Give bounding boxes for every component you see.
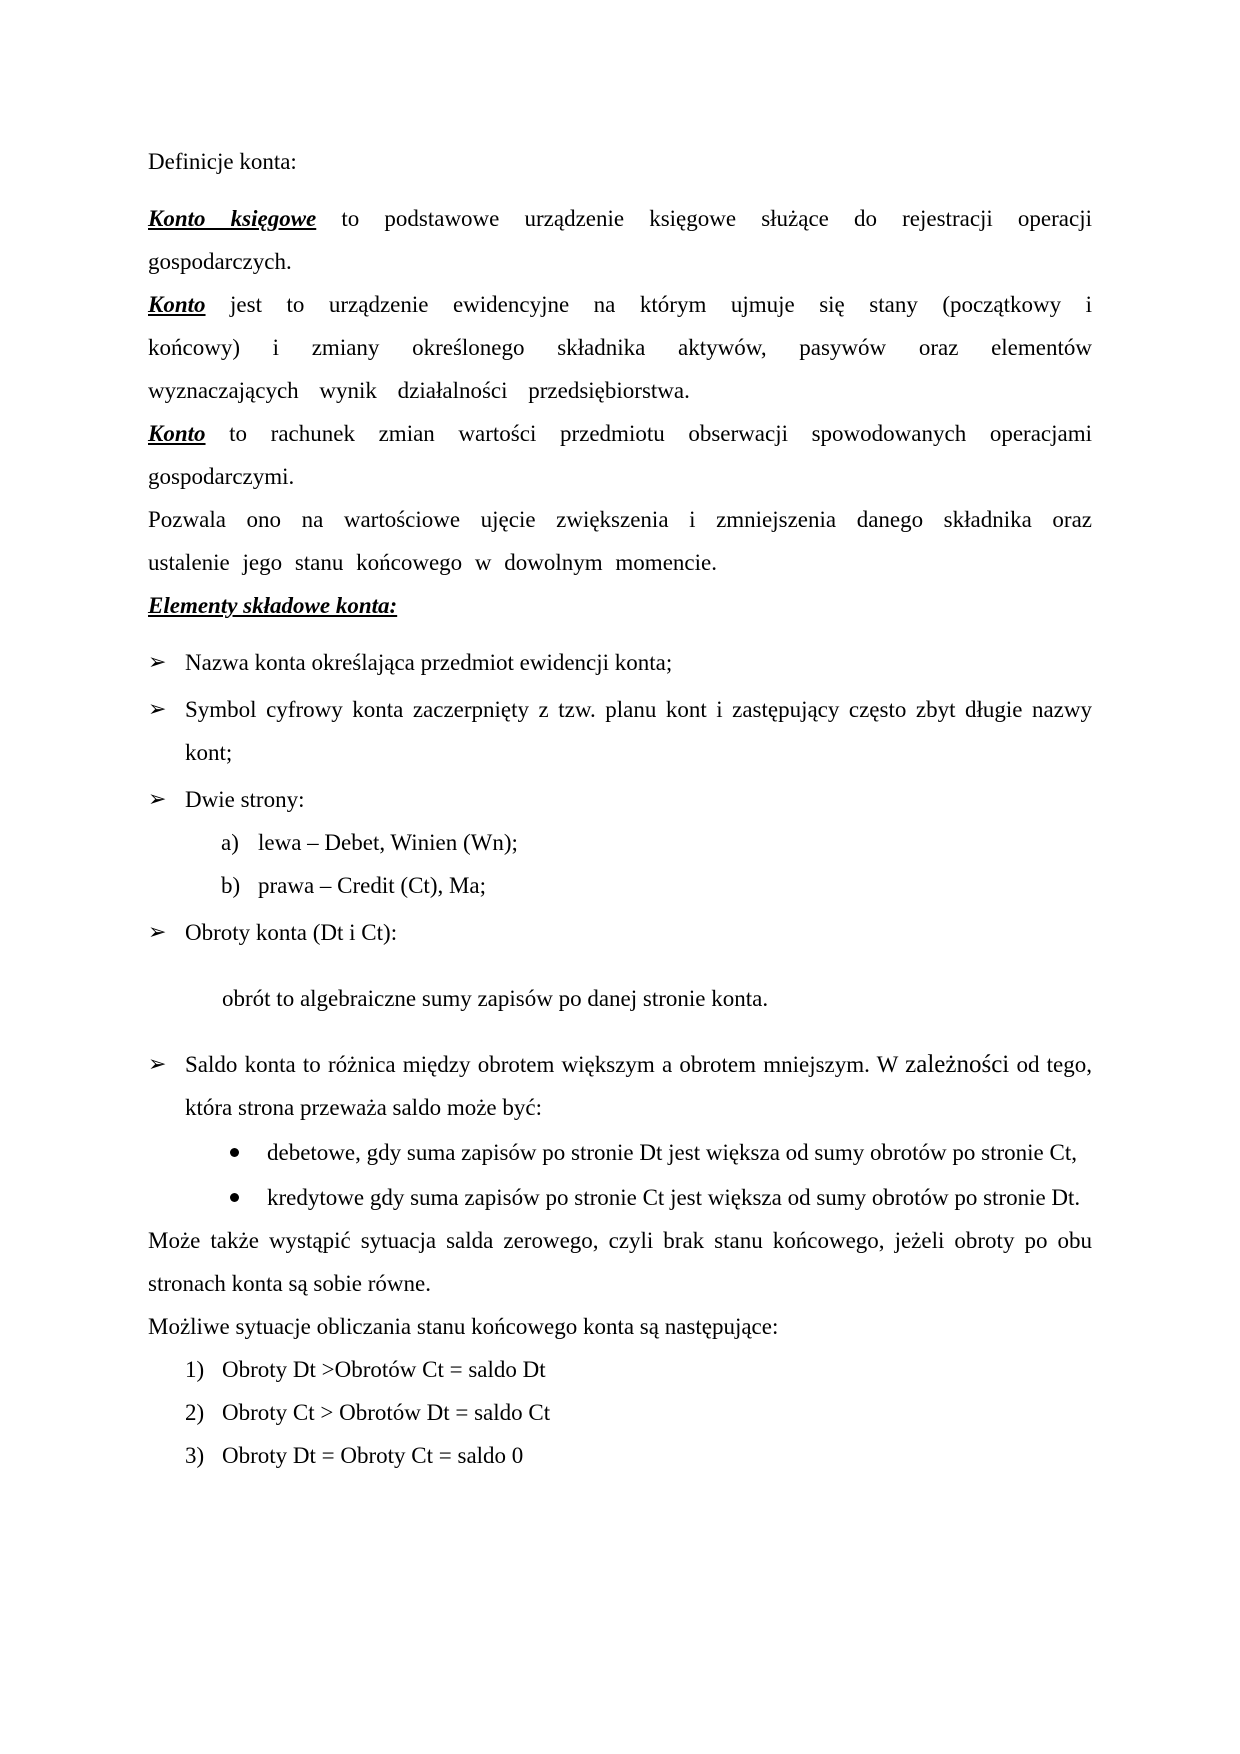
arrowhead-bullet-icon: ➢: [148, 1052, 167, 1077]
list-item: [148, 1391, 1092, 1434]
list-item: [148, 864, 1092, 907]
saldo-list: [148, 1043, 1092, 1129]
definition-note: Pozwala ono na wartościowe ujęcie zwiększenia i zmniejszenia danego składnika oraz ustalenie jego stanu końcowego w dowolnym momencie.: [148, 507, 1092, 575]
list-marker: a): [221, 830, 239, 855]
saldo-text-b: zależności: [905, 1051, 1010, 1078]
definition-term: Konto: [148, 421, 206, 446]
list-item: [148, 778, 1092, 821]
list-item: [148, 1131, 1092, 1174]
arrowhead-bullet-icon: ➢: [148, 697, 167, 722]
list-item-text: Symbol cyfrowy konta zaczerpnięty z tzw. planu kont i zastępujący często zbyt długie nazwy kont;: [185, 697, 1092, 765]
definition-1: [148, 197, 1092, 283]
list-item-text: Obroty Ct > Obrotów Dt = saldo Ct: [222, 1400, 551, 1425]
definition-term: Konto księgowe: [148, 206, 317, 231]
list-item-text: Dwie strony:: [185, 787, 305, 812]
list-item: [148, 641, 1092, 684]
list-item-text: Obroty Dt >Obrotów Ct = saldo Dt: [222, 1357, 546, 1382]
list-item: [148, 1043, 1092, 1129]
document-page: [148, 140, 1092, 1477]
elements-list-continued: [148, 911, 1092, 954]
definition-text: to podstawowe urządzenie księgowe służące do rejestracji operacji gospodarczych.: [148, 206, 1092, 274]
definition-term: Konto: [148, 292, 206, 317]
cases-intro: Możliwe sytuacje obliczania stanu końcowego konta są następujące:: [148, 1314, 779, 1339]
intro-heading: Definicje konta:: [148, 149, 297, 174]
list-item-text: prawa – Credit (Ct), Ma;: [258, 873, 487, 898]
list-item-text: kredytowe gdy suma zapisów po stronie Ct jest większa od sumy obrotów po stronie Dt.: [267, 1185, 1081, 1210]
cases-list: [148, 1348, 1092, 1477]
list-item: [148, 821, 1092, 864]
saldo-types-list: [148, 1131, 1092, 1219]
arrowhead-bullet-icon: ➢: [148, 787, 167, 812]
list-marker: 2): [185, 1400, 205, 1425]
list-item-text: lewa – Debet, Winien (Wn);: [258, 830, 518, 855]
turnover-note: obrót to algebraiczne sumy zapisów po danej stronie konta.: [222, 986, 769, 1011]
definition-text: to rachunek zmian wartości przedmiotu obserwacji spowodowanych operacjami gospodarczymi.: [148, 421, 1092, 489]
list-marker: 3): [185, 1443, 205, 1468]
definition-3: [148, 412, 1092, 498]
list-item-text: Obroty Dt = Obroty Ct = saldo 0: [222, 1443, 524, 1468]
round-bullet-icon: [230, 1148, 239, 1157]
list-item: [148, 911, 1092, 954]
saldo-text-c: od tego, która strona przeważa saldo może być:: [185, 1052, 1092, 1120]
definition-2: [148, 283, 1092, 412]
list-item: [148, 688, 1092, 774]
arrowhead-bullet-icon: ➢: [148, 650, 167, 675]
list-item-text: debetowe, gdy suma zapisów po stronie Dt jest większa od sumy obrotów po stronie Ct,: [267, 1140, 1077, 1165]
list-item-text: Obroty konta (Dt i Ct):: [185, 920, 398, 945]
definition-text: jest to urządzenie ewidencyjne na którym ujmuje się stany (początkowy i końcowy) i zmiany określonego składnika aktywów, pasywów oraz elementów wyznaczających wynik działalności przedsiębiorstwa.: [148, 292, 1092, 403]
saldo-text-a: Saldo konta to różnica między obrotem większym a obrotem mniejszym. W: [185, 1052, 906, 1077]
list-item: [148, 1434, 1092, 1477]
list-item-text: Nazwa konta określająca przedmiot ewidencji konta;: [185, 650, 673, 675]
list-marker: 1): [185, 1357, 205, 1382]
elements-heading: Elementy składowe konta:: [148, 593, 398, 618]
list-item: [148, 1348, 1092, 1391]
arrowhead-bullet-icon: ➢: [148, 920, 167, 945]
elements-list: [148, 641, 1092, 821]
round-bullet-icon: [230, 1193, 239, 1202]
sides-list: [148, 821, 1092, 907]
zero-saldo-note: Może także wystąpić sytuacja salda zerowego, czyli brak stanu końcowego, jeżeli obroty po obu stronach konta są sobie równe.: [148, 1228, 1092, 1296]
list-marker: b): [221, 873, 241, 898]
list-item: [148, 1176, 1092, 1219]
